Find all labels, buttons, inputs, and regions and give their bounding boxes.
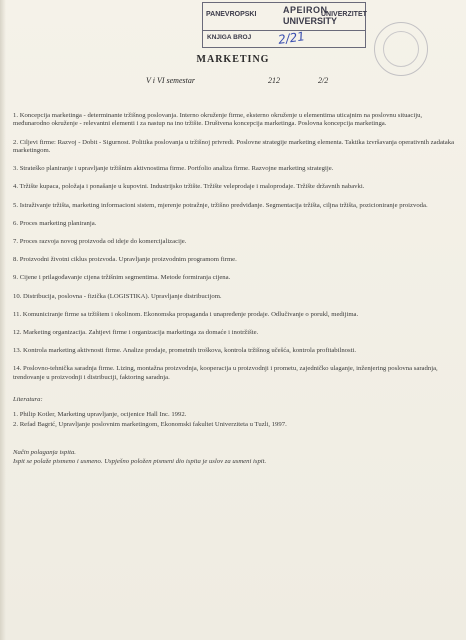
topic-item: 1. Koncepcija marketinga - determinante tržišnog poslovanja. Interno okruženje firme, eksterno okruženje u elementima uticajnim na poslovnu situaciju, međunarodno okruženje - relevantni elementi i za nastup na ino tržište. Društvena koncepcija marketinga. Poslovna koncepcija marketinga.: [13, 112, 423, 128]
semester-label: V i VI semestar: [146, 76, 195, 85]
topic-item: 6. Proces marketing planiranja.: [13, 219, 97, 227]
topic-item: 11. Komuniciranje firme sa tržištem i okolinom. Ekonomska propaganda i unapređenje prodaje. Odlučivanje o porukl, medijima.: [13, 310, 359, 318]
topic-item: 5. Istraživanje tržišta, marketing informacioni sistem, mjerenje potražnje, tržišno predviđanje. Segmentacija tržišta, ciljna tržišta, pozicioniranje proizvoda.: [13, 201, 428, 209]
exam-heading: Način polaganja ispita.: [13, 449, 76, 457]
literature-heading: Literatura:: [13, 396, 43, 404]
topic-item: 7. Proces razvoja novog proizvoda od ideje do komercijalizacije.: [13, 238, 187, 246]
hours-label: 212: [268, 76, 280, 85]
stamp-text-left: PANEVROPSKI: [206, 11, 257, 18]
stamp-text-center: APEIRON: [283, 5, 328, 15]
topic-item: 8. Proizvodni životni ciklus proizvoda. Upravljanje proizvodnim programom firme.: [13, 256, 237, 264]
topic-item: 10. Distribucija, poslovna - fizička (LOGISTIKA). Upravljanje distribucijom.: [13, 292, 222, 300]
topic-item: 12. Marketing organizacija. Zahtjevi firme i organizacija marketinga za domaće i inotržište.: [13, 329, 259, 337]
topic-item: 2. Ciljevi firme: Razvoj - Dobit - Sigurnost. Politika poslovanja u tržišnoj privredi. Poslovne strategije marketing elementa. Taktika izvršavanja operativnih zadataka marketingom.: [13, 138, 455, 155]
literature-item: 2. Refad Bagrić, Upravljanje poslovnim marketingom, Ekonomski fakultet Univerziteta u Tuzli, 1997.: [13, 421, 287, 429]
topic-item: 13. Kontrola marketing aktivnosti firme. Analize prodaje, prometnih troškova, kontrola tržišnog učešća, kontrola profitabilnosti.: [13, 347, 357, 355]
page-title: MARKETING: [196, 54, 270, 65]
topic-item: 4. Tržište kupaca, položaja i ponašanje u kupovini. Industrijsko tržište. Tržište veleprodaje i maloprodaje. Tržište državnih nabavki.: [13, 183, 365, 191]
topic-item: 14. Poslovno-tehnička saradnja firme. Lizing, montažna proizvodnja, kooperacija u proizvodnji i prometu, zajedničko ulaganje, inženjering poslovna saradnja, trendovanje u proizvodnji i distribuciji, faktoring saradnja.: [13, 365, 438, 381]
syllabus-content: [13, 112, 455, 466]
stamp-text-right: UNIVERZITET: [321, 11, 367, 18]
topic-item: 9. Cijene i prilagođavanje cijena tržišnim segmentima. Metode formiranja cijena.: [13, 274, 231, 282]
page-edge-shadow: [0, 0, 6, 640]
library-stamp: [202, 2, 366, 48]
ratio-label: 2/2: [318, 76, 329, 85]
topic-item: 3. Strateško planiranje i upravljanje tržišnim aktivnostima firme. Portfolio analiza firme. Razvojne marketing strategije.: [13, 165, 334, 173]
stamp-line-2: UNIVERSITY: [283, 16, 338, 26]
round-seal-icon: [374, 22, 428, 76]
stamp-line-3: KNJIGA BROJ: [207, 34, 252, 41]
exam-text: Ispit se polaže pismeno i usmeno. Uspješno položen pismeni dio ispita je uslov za usmeni ispit.: [13, 457, 267, 465]
topics-list: [13, 112, 455, 382]
stamp-handwritten-number: 2/21: [277, 29, 306, 47]
literature-item: 1. Philip Kotler, Marketing upravljanje, ocijenice Hall Inc. 1992.: [13, 410, 187, 418]
